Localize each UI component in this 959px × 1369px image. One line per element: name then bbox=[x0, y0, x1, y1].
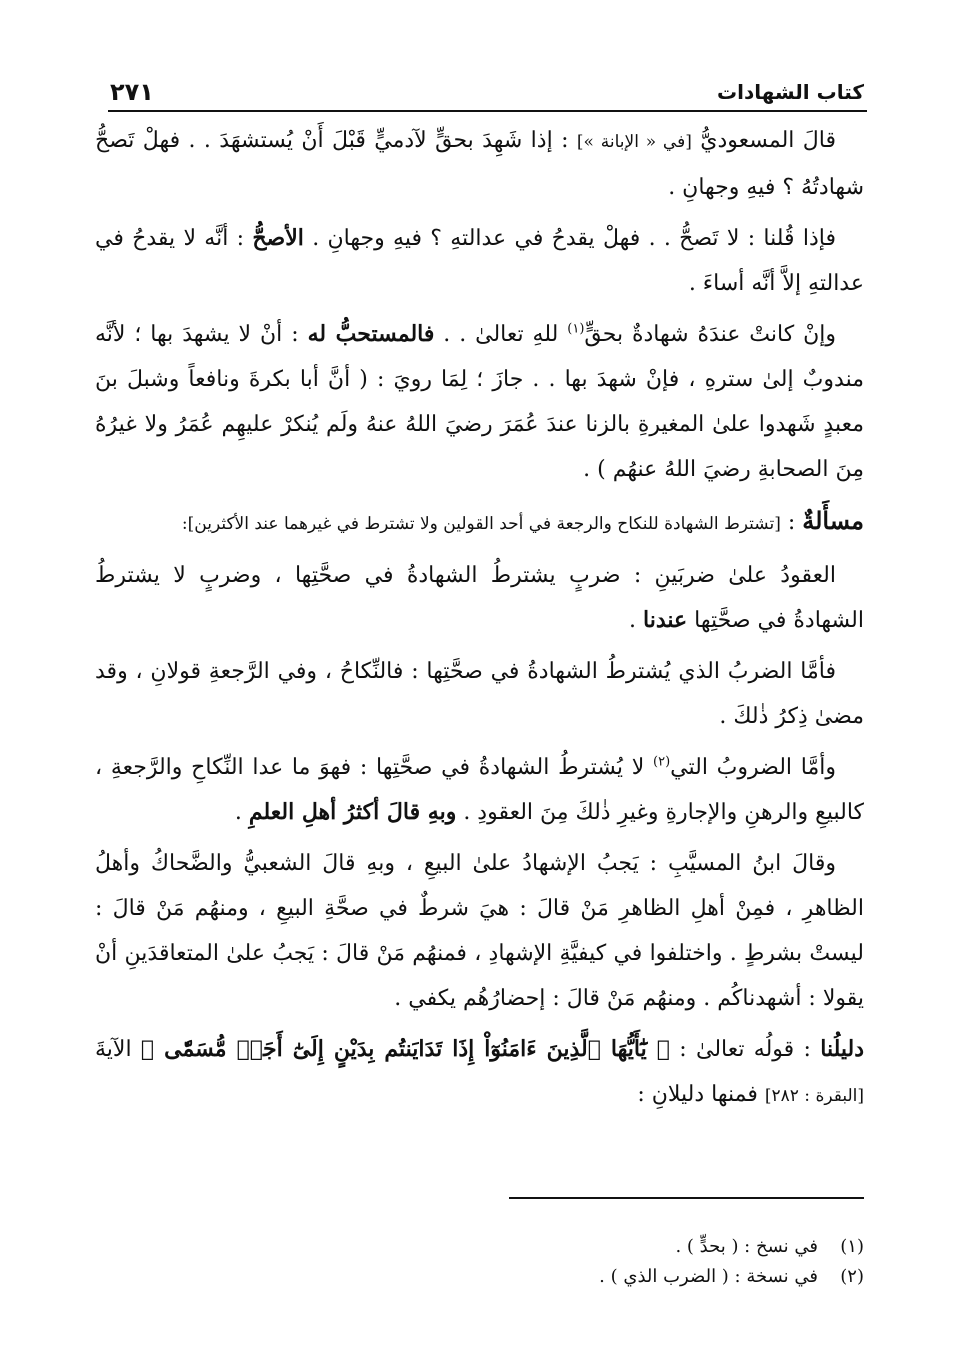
text-span: وإنْ كانتْ عندَهُ شهادةٌ بحقٍّ bbox=[584, 322, 836, 347]
paragraph-1 bbox=[95, 118, 864, 210]
text-span: فمنها دليلانِ : bbox=[637, 1082, 765, 1107]
text-span: : إذا شَهِدَ بحقٍّ لآدميٍّ قَبْلَ أَنْ يُستشهَدَ . . فهلْ تَصحُّ شهادتُهُ ؟ فيهِ وجهانِ . bbox=[95, 128, 864, 200]
text-span: لا يُشترطُ الشهادةُ في صحَّتِها : فهوَ ما عدا النِّكاحِ والرَّجعةِ ، كالبيعِ والرهنِ والإجارةِ وغيرِ ذٰلكَ مِنَ العقودِ . bbox=[95, 755, 864, 825]
masala-title: مسأَلةٌ bbox=[802, 506, 864, 535]
text-span: وأمَّا الضروبُ التي bbox=[670, 755, 836, 780]
footnote-text: في نسخة : ( الضرب الذي ) . bbox=[599, 1266, 818, 1287]
bold-term: دليلُنا bbox=[820, 1036, 865, 1062]
bold-term: وبهِ قالَ أكثرُ أهلِ العلمِ bbox=[248, 799, 457, 825]
text-span: الآيةَ bbox=[95, 1037, 141, 1062]
header-divider bbox=[108, 110, 867, 112]
paragraph-3 bbox=[95, 312, 864, 492]
text-span: : قولُه تعالىٰ : bbox=[669, 1037, 821, 1062]
page-number: ٢٧١ bbox=[110, 78, 154, 106]
paragraph-2 bbox=[95, 216, 864, 306]
main-text bbox=[95, 118, 864, 1119]
bold-term: عندنا bbox=[643, 607, 688, 633]
footnote-number: (٢) bbox=[840, 1266, 864, 1287]
paragraph-7 bbox=[95, 841, 864, 1021]
bold-term: الأصحُّ bbox=[252, 225, 304, 251]
footnote-ref: (٢) bbox=[653, 754, 671, 770]
text-span: . bbox=[629, 608, 644, 633]
footnote-1 bbox=[95, 1232, 864, 1262]
paragraph-6 bbox=[95, 745, 864, 835]
footnote-2 bbox=[95, 1262, 864, 1292]
masala-heading bbox=[95, 498, 864, 547]
footnote-number: (١) bbox=[840, 1236, 864, 1257]
text-span: . bbox=[234, 800, 249, 825]
text-span: للهِ تعالىٰ . . bbox=[434, 322, 568, 347]
chapter-title: كتاب الشهادات bbox=[716, 80, 864, 104]
text-span: : أنَّه لا يقدحُ في عدالتهِ إلاَّ أنَّه أساءَ . bbox=[95, 226, 864, 296]
text-span: وقالَ ابنُ المسيَّبِ : يَجبُ الإشهادُ علىٰ البيعِ ، وبهِ قالَ الشعبيُّ والضَّحاكُ وأهلُ الظاهرِ ، فمِنْ أهلِ الظاهرِ مَنْ قالَ : هيَ شرطٌ في صحَّةِ البيعِ ، ومنهُم مَنْ قالَ : ليستْ بشرطٍ . واختلفوا في كيفيَّةِ الإشهادِ ، فمنهُم مَنْ قالَ : يَجبُ علىٰ المتعاقدَينِ أنْ يقولا : أشهدناكُم . ومنهُم مَنْ قالَ : إحضارُهُم يكفي . bbox=[95, 851, 864, 1011]
editor-insertion: [في « الإبانة »] bbox=[576, 132, 692, 152]
footnote-ref: (١) bbox=[567, 321, 585, 337]
running-header bbox=[110, 72, 864, 112]
verse-reference: [البقرة : ٢٨٢] bbox=[764, 1086, 864, 1106]
footnote-text: في نسخ : ( بحدٍّ ) . bbox=[675, 1236, 818, 1257]
text-span: : أنْ لا يشهدَ بها ؛ لأنَّه مندوبٌ إلىٰ سترهِ ، فإنْ شهدَ بها . . جازَ ؛ لِمَا رويَ : ( أنَّ أبا بكرةَ ونافعاً وشبلَ بنَ معبدٍ شَهدوا علىٰ المغيرةِ بالزنا عندَ عُمَرَ رضيَ اللهُ عنهُ ولَم يُنكرْ عليهِم عُمَرُ ولا غيرُهُ مِنَ الصحابةِ رضيَ اللهُ عنهُم ) . bbox=[95, 322, 864, 482]
text-span: قالَ المسعوديُّ bbox=[691, 128, 837, 153]
text-span: العقودُ علىٰ ضربَينِ : ضربٍ يشترطُ الشهادةُ في صحَّتِها ، وضربٍ لا يشترطُ الشهادةُ في صحَّتِها bbox=[95, 563, 864, 633]
paragraph-4 bbox=[95, 553, 864, 643]
text-span: : bbox=[780, 510, 803, 535]
quran-verse: ﴿ يَٰٓأَيُّهَا ٱلَّذِينَ ءَامَنُوٓاْ إِذَا تَدَايَنتُم بِدَيْنٍ إِلَىٰٓ أَجَلٖ مُّسَمّٗى ﴾ bbox=[140, 1036, 670, 1062]
masala-description: [تشترط الشهادة للنكاح والرجعة في أحد القولين ولا تشترط في غيرهما عند الأكثرين]: bbox=[181, 514, 781, 534]
footnotes bbox=[95, 1232, 864, 1292]
text-span: فأمَّا الضربُ الذي يُشترطُ الشهادةُ في صحَّتِها : فالنِّكاحُ ، وفي الرَّجعةِ قولانِ ، وقد مضىٰ ذِكرُ ذٰلكَ . bbox=[95, 659, 864, 729]
bold-term: فالمستحبُّ له bbox=[307, 321, 435, 347]
paragraph-5 bbox=[95, 649, 864, 739]
text-span: فإذا قُلنا : لا تَصحُّ . . فهلْ يقدحُ في عدالتهِ ؟ فيهِ وجهانِ . bbox=[303, 226, 836, 251]
footnote-divider bbox=[509, 1197, 864, 1199]
paragraph-8 bbox=[95, 1027, 864, 1119]
